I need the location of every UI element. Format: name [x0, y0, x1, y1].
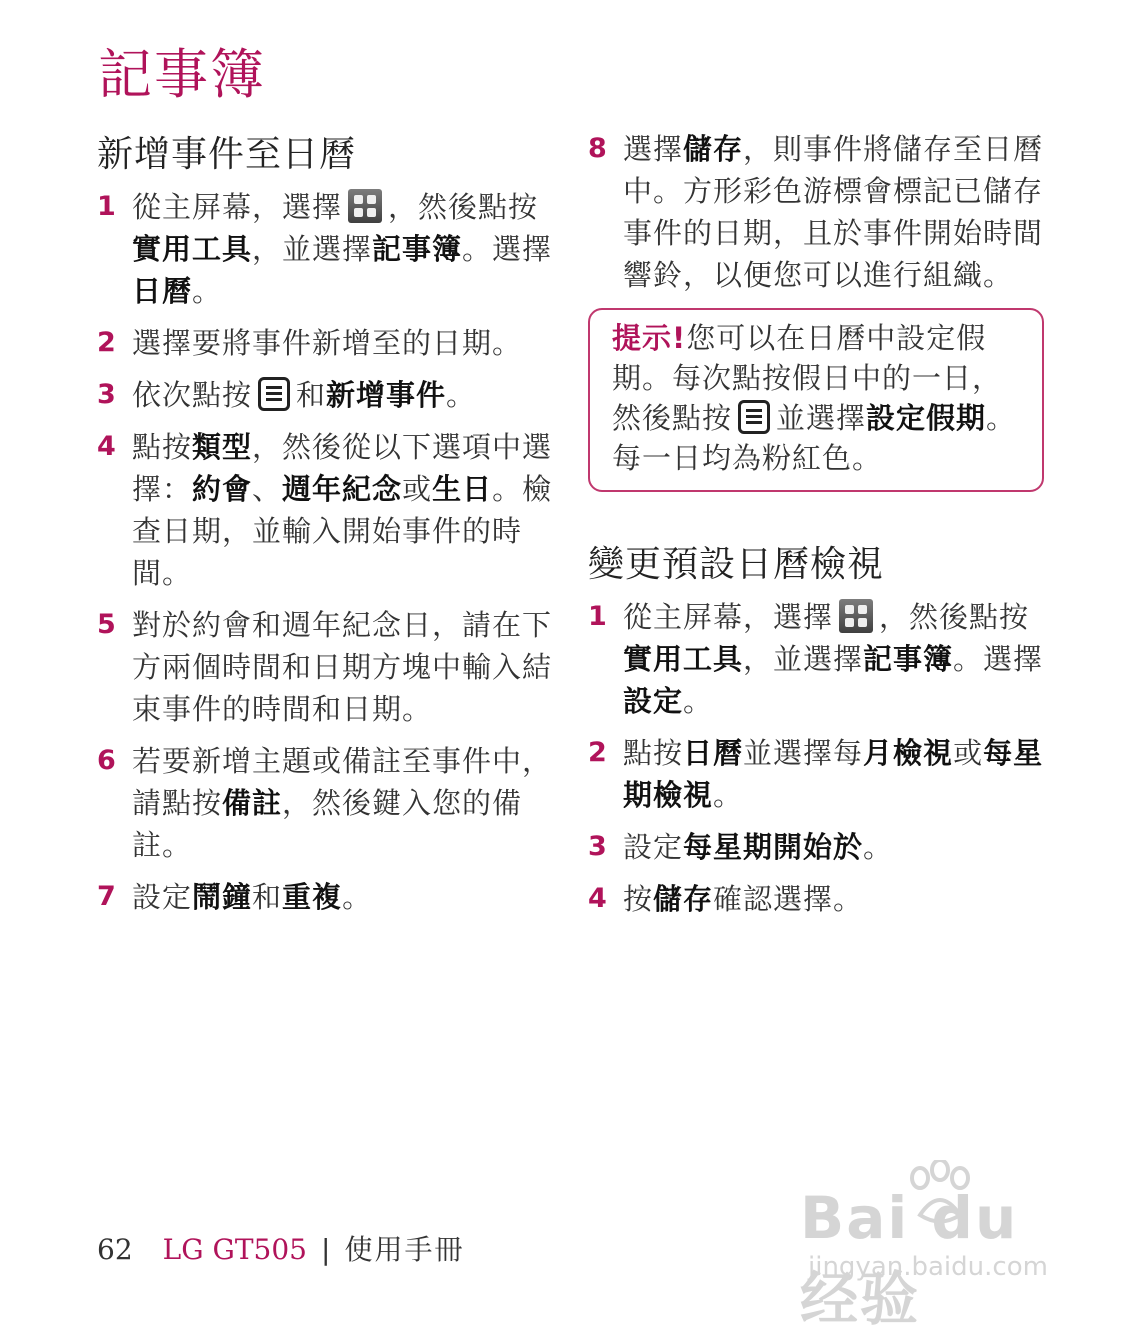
ui-term: 日曆 — [683, 736, 744, 770]
step-number: 1 — [97, 191, 117, 222]
model-name: LG GT505 — [162, 1233, 307, 1266]
list-item — [588, 878, 1044, 920]
watermark-url: jingyan.baidu.com — [808, 1252, 1048, 1282]
step-text: 依次點按 — [132, 378, 253, 412]
ui-term: 週年紀念 — [282, 472, 403, 506]
footer-separator: | — [321, 1233, 331, 1266]
step-text: 。 — [683, 684, 714, 718]
ui-term: 儲存 — [653, 882, 714, 916]
apps-grid-icon — [839, 599, 873, 633]
step-text: 若要新增主題或備註至事件中，請點按 — [132, 744, 553, 820]
tip-label: 提示! — [612, 321, 687, 355]
apps-grid-icon — [348, 189, 382, 223]
step-text: ，然後點按 — [388, 190, 539, 224]
step-text: 。選擇 — [462, 232, 553, 266]
list-item — [588, 596, 1044, 722]
step-number: 7 — [97, 881, 117, 912]
step-number: 3 — [588, 831, 608, 862]
step-text: 對於約會和週年紀念日，請在下方兩個時間和日期方塊中輸入結束事件的時間和日期。 — [132, 608, 553, 726]
step-text: 確認選擇。 — [713, 882, 864, 916]
page-title: 記事簿 — [98, 43, 266, 106]
step-text: 按 — [623, 882, 654, 916]
step-number: 3 — [97, 379, 117, 410]
list-item — [97, 186, 557, 312]
tip-box — [588, 308, 1044, 492]
menu-key-icon — [258, 377, 290, 411]
tip-text: 並選擇 — [776, 401, 867, 435]
page-number: 62 — [97, 1233, 133, 1266]
step-text: 設定 — [132, 880, 193, 914]
baidu-watermark — [800, 1160, 1070, 1333]
ui-term: 設定 — [623, 684, 684, 718]
ui-term: 設定假期 — [866, 401, 987, 435]
ui-term: 備註 — [222, 786, 283, 820]
list-item — [588, 128, 1044, 296]
step-text: 從主屏幕，選擇 — [623, 600, 834, 634]
step-text: ，然後從以下選項中選擇： — [132, 430, 553, 506]
tip-text: 。每一日均為粉紅色。 — [612, 401, 1017, 475]
watermark-main: Bai du 经验 — [800, 1184, 1019, 1333]
ui-term: 儲存 — [683, 132, 744, 166]
list-item — [97, 322, 557, 364]
right-column — [588, 128, 1044, 930]
list-item — [97, 604, 557, 730]
step-number: 4 — [97, 431, 117, 462]
ui-term: 月檢視 — [863, 736, 954, 770]
ui-term: 重複 — [282, 880, 343, 914]
step-text: 。 — [863, 830, 894, 864]
manual-label: 使用手冊 — [344, 1233, 465, 1266]
step-number: 8 — [588, 133, 608, 164]
section-title-add-event: 新增事件至日曆 — [97, 134, 357, 175]
step-text: 。 — [342, 880, 373, 914]
step-text: ，然後點按 — [879, 600, 1030, 634]
step-text: ，並選擇 — [743, 642, 864, 676]
step-text: ，然後鍵入您的備註。 — [132, 786, 523, 862]
ui-term: 記事簿 — [372, 232, 463, 266]
step-number: 2 — [97, 327, 117, 358]
step-number: 4 — [588, 883, 608, 914]
change-view-steps — [588, 596, 1044, 920]
step-text: ，則事件將儲存至日曆中。方形彩色游標會標記已儲存事件的日期，且於事件開始時間響鈴，以便您可以進行組織。 — [623, 132, 1044, 292]
tip-text: 您可以在日曆中設定假期。每次點按假日中的一日，然後點按 — [612, 321, 1003, 435]
ui-term: 每星期開始於 — [683, 830, 864, 864]
ui-term: 鬧鐘 — [192, 880, 253, 914]
left-column — [97, 128, 557, 928]
list-item — [97, 740, 557, 866]
list-item — [588, 732, 1044, 816]
step-text: 和 — [296, 378, 327, 412]
ui-term: 日曆 — [132, 274, 193, 308]
step-text: 或 — [402, 472, 433, 506]
step-number: 5 — [97, 609, 117, 640]
ui-term: 約會 — [192, 472, 253, 506]
step-text: 設定 — [623, 830, 684, 864]
step-text: 和 — [252, 880, 283, 914]
add-event-steps-continued — [588, 128, 1044, 296]
ui-term: 類型 — [192, 430, 253, 464]
ui-term: 記事簿 — [863, 642, 954, 676]
menu-key-icon — [738, 400, 770, 434]
ui-term: 新增事件 — [326, 378, 447, 412]
step-text: 點按 — [132, 430, 193, 464]
ui-term: 實用工具 — [132, 232, 253, 266]
step-number: 6 — [97, 745, 117, 776]
step-text: 。 — [192, 274, 223, 308]
step-text: 。 — [446, 378, 477, 412]
step-number: 1 — [588, 601, 608, 632]
list-item — [97, 374, 557, 416]
ui-term: 實用工具 — [623, 642, 744, 676]
step-text: 點按 — [623, 736, 684, 770]
step-text: 、 — [252, 472, 283, 506]
step-text: 。檢查日期，並輸入開始事件的時間。 — [132, 472, 553, 590]
step-number: 2 — [588, 737, 608, 768]
list-item — [97, 426, 557, 594]
ui-term: 每星期檢視 — [623, 736, 1044, 812]
step-text: ，並選擇 — [252, 232, 373, 266]
step-text: 從主屏幕，選擇 — [132, 190, 343, 224]
step-text: 。 — [713, 778, 744, 812]
step-text: 選擇要將事件新增至的日期。 — [132, 326, 523, 360]
list-item — [588, 826, 1044, 868]
add-event-steps — [97, 186, 557, 918]
step-text: 或 — [953, 736, 984, 770]
step-text: 。選擇 — [953, 642, 1044, 676]
section-title-change-view: 變更預設日曆檢視 — [588, 544, 885, 585]
step-text: 選擇 — [623, 132, 684, 166]
page-footer — [97, 1228, 464, 1268]
ui-term: 生日 — [432, 472, 493, 506]
step-text: 並選擇每 — [743, 736, 864, 770]
list-item — [97, 876, 557, 918]
